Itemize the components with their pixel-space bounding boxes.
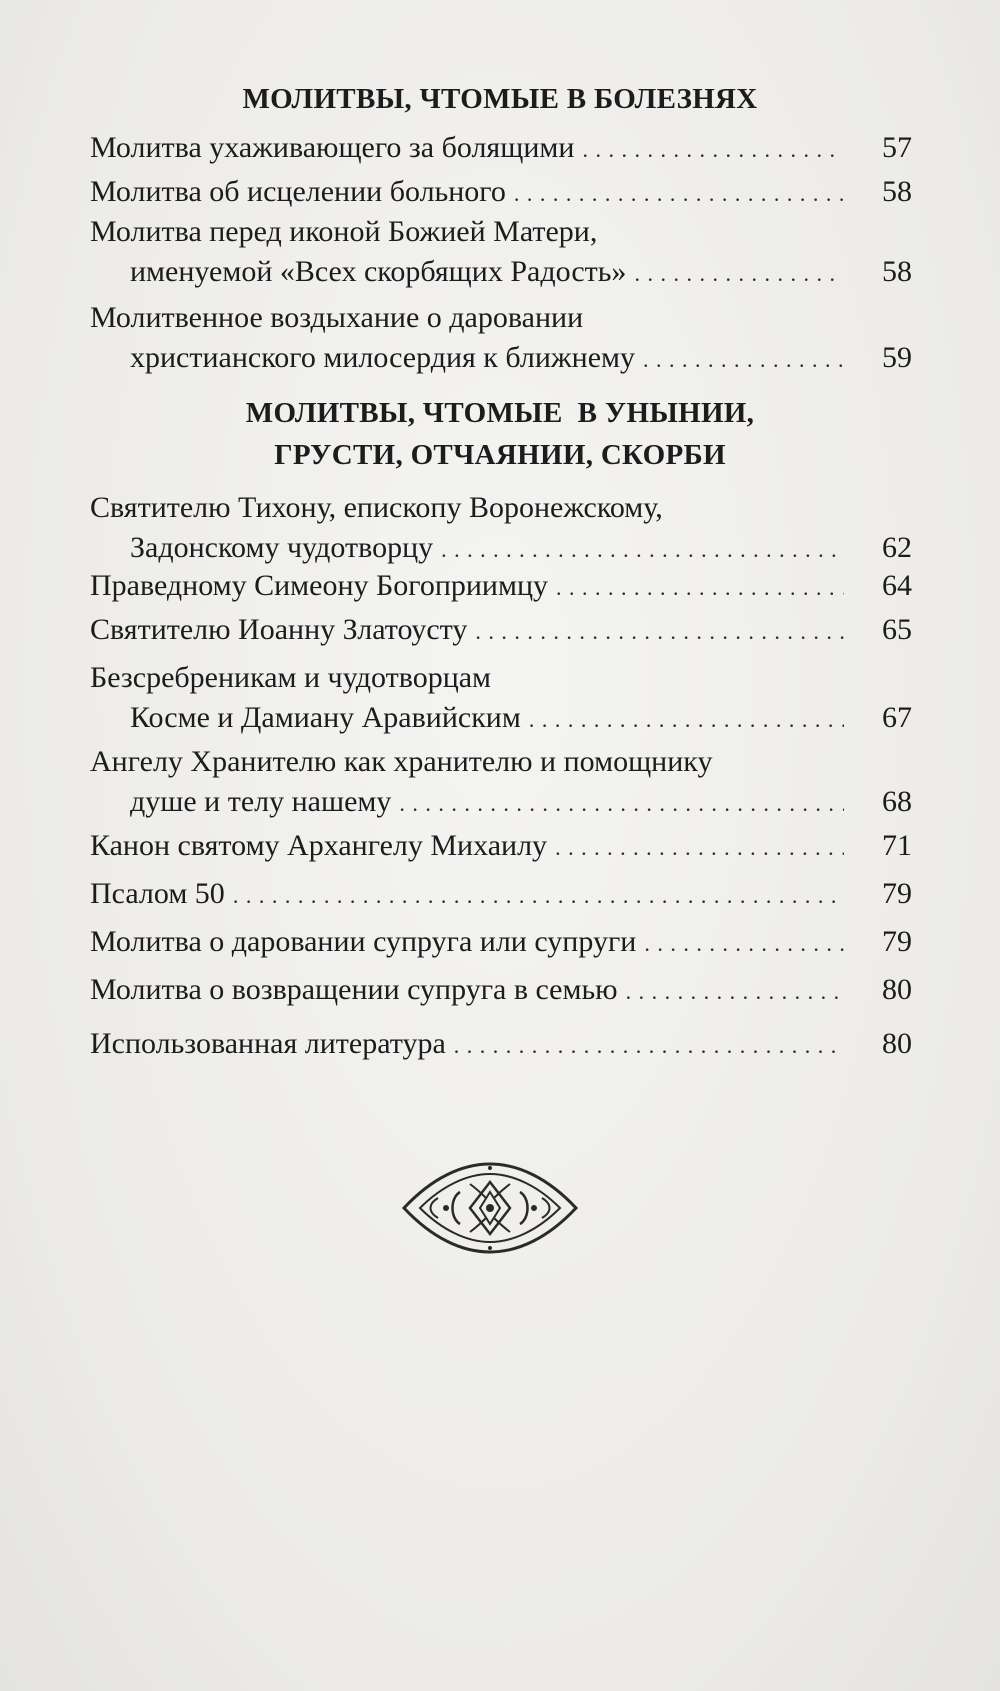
toc-entry[interactable] (90, 488, 912, 570)
toc-entry-title: Молитва о даровании супруга или супруги (90, 925, 637, 958)
toc-entry-title: Использованная литература (90, 1027, 446, 1060)
toc-entry-title: Псалом 50 (90, 877, 225, 910)
toc-entry-title: Ангелу Хранителю как хранителю и помощнику (90, 745, 713, 778)
toc-entry-title: Молитва об исцелении больного (90, 175, 506, 208)
toc-entry[interactable] (90, 172, 912, 214)
dot-leader (556, 568, 844, 608)
dot-leader (233, 876, 844, 916)
dot-leader (582, 130, 844, 170)
dot-leader (399, 784, 844, 824)
toc-page-number: 57 (882, 131, 912, 164)
dot-leader (644, 924, 844, 964)
toc-entry[interactable] (90, 874, 912, 916)
dot-leader (454, 1026, 844, 1066)
toc-entry[interactable] (90, 212, 912, 294)
toc-page-number: 58 (882, 175, 912, 208)
dot-leader (475, 612, 844, 652)
toc-entry[interactable] (90, 826, 912, 868)
toc-page-number: 67 (882, 701, 912, 734)
toc-entry-title: Праведному Симеону Богоприимцу (90, 569, 549, 602)
dot-leader (555, 828, 844, 868)
toc-page-number: 59 (882, 341, 912, 374)
toc-entry-title-continued: Косме и Дамиану Аравийским (130, 701, 521, 734)
toc-entry-title-continued: Задонскому чудотворцу (130, 531, 434, 564)
toc-page-number: 79 (882, 877, 912, 910)
dot-leader (514, 174, 844, 214)
dot-leader (626, 972, 844, 1012)
toc-entry-title-continued: душе и телу нашему (130, 785, 392, 818)
section-heading-despondency: МОЛИТВЫ, ЧТОМЫЕ В УНЫНИИ, ГРУСТИ, ОТЧАЯНИИ, СКОРБИ (245, 397, 755, 471)
toc-page-number: 80 (882, 973, 912, 1006)
dot-leader (634, 254, 844, 294)
toc-entry-title: Молитвенное воздыхание о даровании (90, 301, 584, 334)
section-heading-illness: МОЛИТВЫ, ЧТОМЫЕ В БОЛЕЗНЯХ (242, 83, 758, 115)
toc-entry-title-continued: христианского милосердия к ближнему (130, 341, 636, 374)
toc-entry-title: Святителю Иоанну Златоусту (90, 613, 468, 646)
toc-page-number: 80 (882, 1027, 912, 1060)
toc-page-number: 62 (882, 531, 912, 564)
toc-entry[interactable] (90, 610, 912, 652)
toc-entry[interactable] (90, 1024, 912, 1066)
toc-entry[interactable] (90, 970, 912, 1012)
dot-leader (643, 340, 844, 380)
toc-entry[interactable] (90, 128, 912, 170)
toc-entry-title: Молитва ухаживающего за болящими (90, 131, 575, 164)
toc-entry-title: Святителю Тихону, епископу Воронежскому, (90, 491, 663, 524)
toc-page-number: 68 (882, 785, 912, 818)
toc-entry[interactable] (90, 298, 912, 380)
toc-entry[interactable] (90, 922, 912, 964)
dot-leader (441, 530, 844, 570)
toc-page-number: 65 (882, 613, 912, 646)
dot-leader (529, 700, 844, 740)
toc-entry[interactable] (90, 566, 912, 608)
toc-entry[interactable] (90, 658, 912, 740)
toc-page-number: 64 (882, 569, 912, 602)
ornament-icon (398, 1158, 582, 1258)
toc-entry[interactable] (90, 742, 912, 824)
toc-entry-title: Безсребреникам и чудотворцам (90, 661, 492, 694)
toc-entry-title-continued: именуемой «Всех скорбящих Радость» (130, 255, 627, 288)
toc-page-number: 79 (882, 925, 912, 958)
toc-page-number: 71 (882, 829, 912, 862)
toc-entry-title: Молитва перед иконой Божией Матери, (90, 215, 598, 248)
toc-page-number: 58 (882, 255, 912, 288)
toc-entry-title: Канон святому Архангелу Михаилу (90, 829, 548, 862)
toc-entry-title: Молитва о возвращении супруга в семью (90, 973, 618, 1006)
